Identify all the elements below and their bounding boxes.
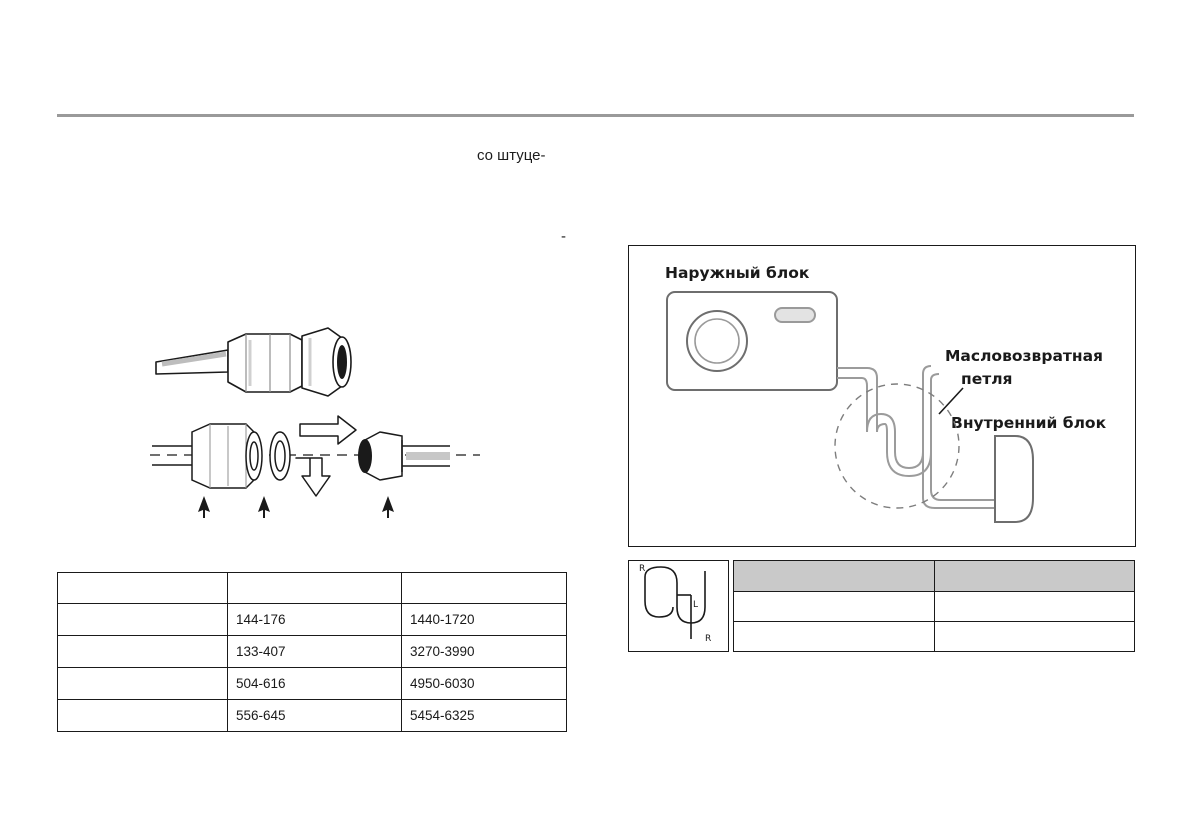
table-header-row xyxy=(58,573,567,604)
torque-col-1-header xyxy=(58,573,228,604)
torque-cell: 3270-3990 xyxy=(402,636,567,668)
label-outdoor-unit: Наружный блок xyxy=(665,264,810,282)
table-row xyxy=(58,604,567,636)
right-cell xyxy=(734,592,935,622)
torque-cell: 504-616 xyxy=(228,668,402,700)
oil-return-loop-diagram xyxy=(628,245,1136,547)
sketch-marker-r-bottom: R xyxy=(705,634,712,644)
sketch-marker-r-top: R xyxy=(639,564,646,574)
header-divider xyxy=(57,114,1134,117)
right-cell xyxy=(935,622,1135,652)
table-row xyxy=(58,636,567,668)
table-row xyxy=(58,668,567,700)
torque-cell: 4950-6030 xyxy=(402,668,567,700)
right-cell xyxy=(734,622,935,652)
table-row xyxy=(734,592,1135,622)
torque-cell: 144-176 xyxy=(228,604,402,636)
label-oil-loop-line2: петля xyxy=(961,370,1013,388)
right-cell xyxy=(935,592,1135,622)
table-header-row xyxy=(734,561,1135,592)
torque-cell: 556-645 xyxy=(228,700,402,732)
torque-table xyxy=(57,572,567,732)
torque-cell xyxy=(58,668,228,700)
table-row xyxy=(734,622,1135,652)
torque-cell: 5454-6325 xyxy=(402,700,567,732)
text-fragment-1: со штуце- xyxy=(477,147,546,164)
torque-col-2-header xyxy=(228,573,402,604)
torque-cell xyxy=(58,604,228,636)
loop-dimension-sketch xyxy=(628,560,729,652)
label-oil-loop-line1: Масловозвратная xyxy=(945,347,1104,365)
flare-fitting-illustration xyxy=(150,320,480,520)
label-indoor-unit: Внутренний блок xyxy=(951,414,1107,432)
table-row xyxy=(58,700,567,732)
sketch-marker-l: L xyxy=(693,600,699,610)
right-col-2-header xyxy=(935,561,1135,592)
right-col-1-header xyxy=(734,561,935,592)
torque-cell: 1440-1720 xyxy=(402,604,567,636)
torque-cell: 133-407 xyxy=(228,636,402,668)
loop-dimension-table xyxy=(733,560,1135,652)
torque-cell xyxy=(58,636,228,668)
torque-cell xyxy=(58,700,228,732)
torque-col-3-header xyxy=(402,573,567,604)
text-fragment-2: - xyxy=(561,228,566,245)
